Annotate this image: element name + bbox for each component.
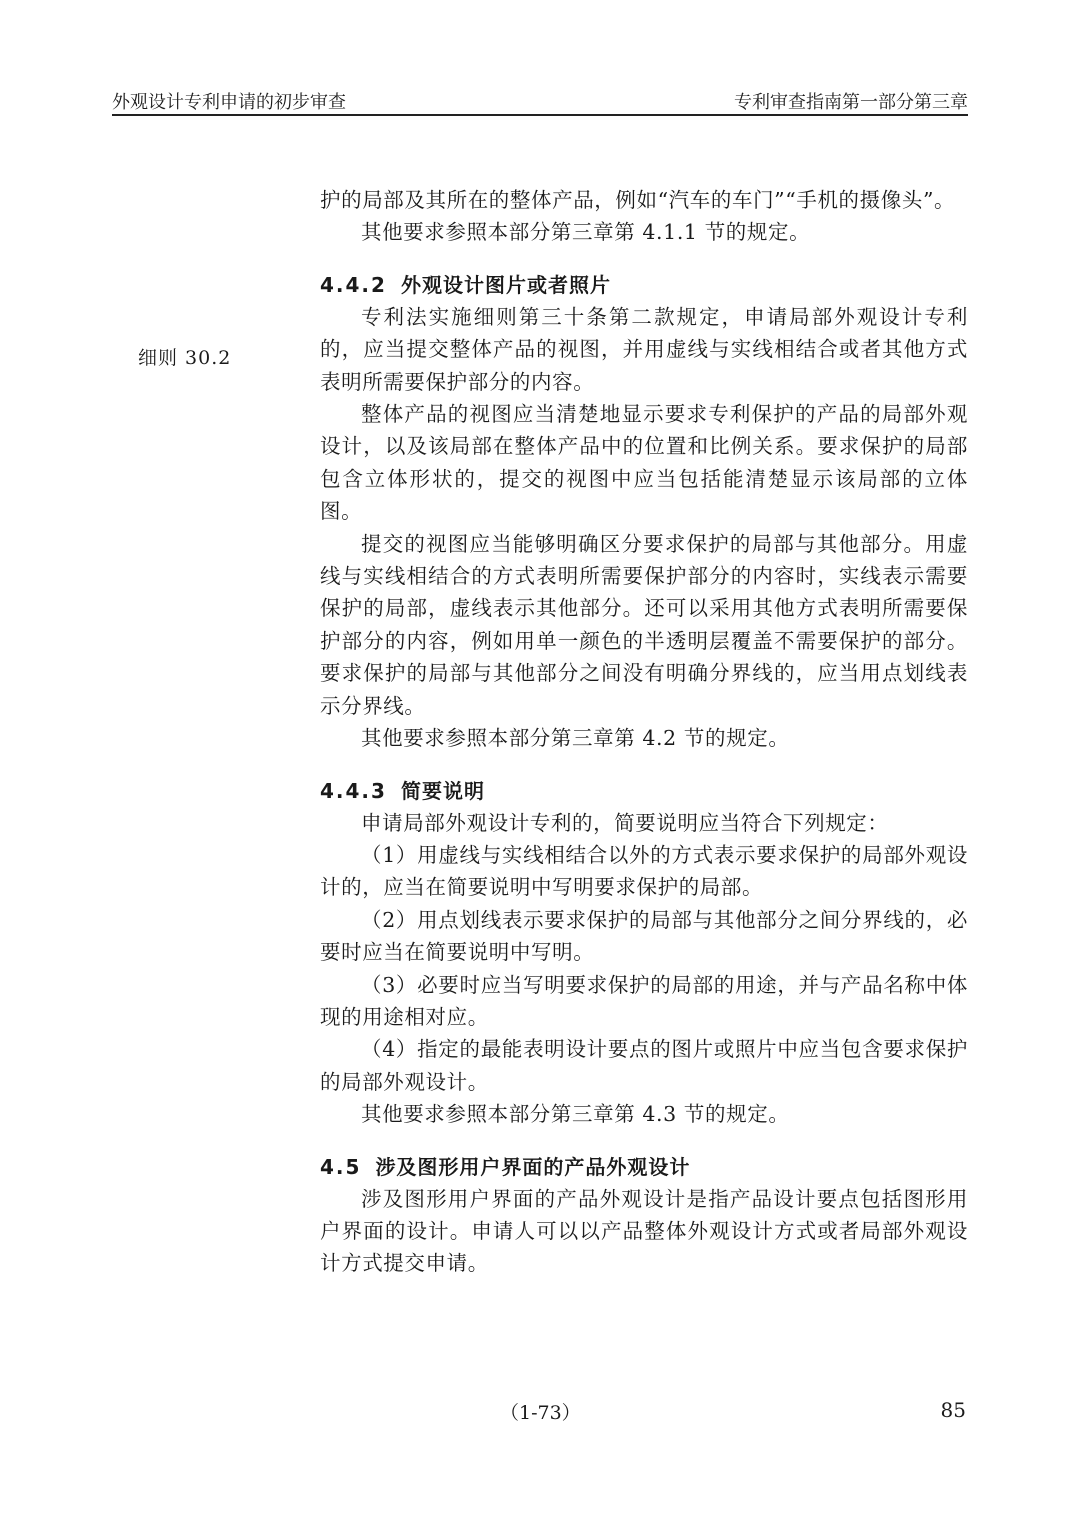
- paragraph: 整体产品的视图应当清楚地显示要求专利保护的产品的局部外观设计，以及该局部在整体产品中的位置和比例关系。要求保护的局部包含立体形状的，提交的视图中应当包括能清楚显示该局部的立体图。: [320, 402, 968, 524]
- page-body: [320, 184, 968, 1280]
- list-item: （1）用虚线与实线相结合以外的方式表示要求保护的局部外观设计的，应当在简要说明中写明要求保护的局部。: [320, 842, 968, 900]
- list-item: （4）指定的最能表明设计要点的图片或照片中应当包含要求保护的局部外观设计。: [320, 1037, 968, 1094]
- list-item: （2）用点划线表示要求保护的局部与其他部分之间分界线的，必要时应当在简要说明中写明。: [320, 907, 968, 965]
- section-title: 外观设计图片或者照片: [400, 272, 611, 297]
- paragraph: 其他要求参照本部分第三章第 4.1.1 节的规定。: [361, 220, 811, 245]
- footer-section-page: （1-73）: [500, 1402, 581, 1424]
- section-title: 简要说明: [400, 778, 485, 803]
- paragraph: 护的局部及其所在的整体产品，例如“汽车的车门”“手机的摄像头”。: [320, 188, 956, 212]
- paragraph: 提交的视图应当能够明确区分要求保护的局部与其他部分。用虚线与实线相结合的方式表明所需要保护部分的内容时，实线表示需要保护的局部，虚线表示其他部分。还可以采用其他方式表明所需要保护部分的内容，例如用单一颜色的半透明层覆盖不需要保护的部分。要求保护的局部与其他部分之间没有明确分界线的，应当用点划线表示分界线。: [320, 531, 968, 718]
- paragraph: 其他要求参照本部分第三章第 4.3 节的规定。: [361, 1102, 790, 1127]
- running-header: [112, 88, 968, 116]
- footer-page-number: 85: [940, 1398, 966, 1422]
- section-heading-4-4-3: [320, 775, 968, 807]
- section-heading-4-4-2: [320, 269, 968, 301]
- section-title: 涉及图形用户界面的产品外观设计: [375, 1154, 691, 1179]
- paragraph: 涉及图形用户界面的产品外观设计是指产品设计要点包括图形用户界面的设计。申请人可以以产品整体外观设计方式或者局部外观设计方式提交申请。: [320, 1186, 968, 1276]
- section-heading-4-5: [320, 1151, 968, 1183]
- section-number: 4.4.2: [320, 272, 387, 297]
- margin-rule-reference: 细则 30.2: [138, 347, 232, 369]
- paragraph: 其他要求参照本部分第三章第 4.2 节的规定。: [361, 726, 790, 751]
- list-item: （3）必要时应当写明要求保护的局部的用途，并与产品名称中体现的用途相对应。: [320, 972, 968, 1029]
- paragraph: 申请局部外观设计专利的，简要说明应当符合下列规定：: [361, 810, 889, 835]
- header-document-title: 外观设计专利申请的初步审查: [112, 92, 346, 113]
- header-guide-section: 专利审查指南第一部分第三章: [734, 92, 968, 113]
- section-number: 4.5: [320, 1154, 362, 1179]
- section-number: 4.4.3: [320, 778, 387, 803]
- paragraph: 专利法实施细则第三十条第二款规定，申请局部外观设计专利的，应当提交整体产品的视图，并用虚线与实线相结合或者其他方式表明所需要保护部分的内容。: [320, 304, 968, 394]
